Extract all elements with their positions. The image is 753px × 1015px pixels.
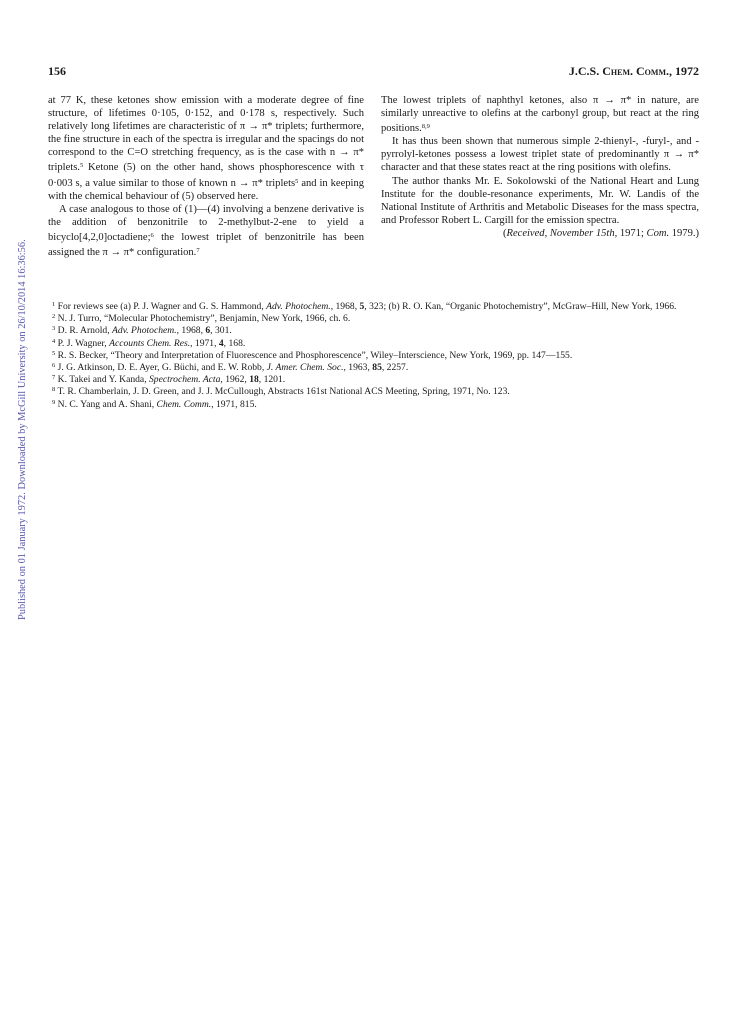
right-column: [381, 94, 699, 240]
left-p1-ref: 5: [79, 162, 84, 170]
journal-comm: Comm.,: [636, 64, 672, 78]
reference-text: D. R. Arnold,: [57, 325, 113, 337]
reference-pages: , 168.: [223, 337, 246, 349]
left-p1-text: at 77 K, these ketones show emission with a moderate degree of fine structure, of lifetimes 0·105, 0·152, and 0·178 s, respectively. Such relatively long lifetimes are characteristic of π → π* triplets; furthermore, the fine structure in each of the spectra is irregular and the spacings do not correspond to the C=O stretching frequency, as is the case with n → π* triplets.: [48, 95, 364, 174]
left-p2-text-b: and in keeping with the chemical behaviour of (5) observed here.: [48, 177, 365, 202]
right-paragraph-1: [381, 94, 699, 135]
page-header: [48, 64, 699, 80]
reference-year: , 1971,: [211, 398, 240, 410]
reference-year: , 1968,: [176, 325, 206, 337]
reference-number: 4: [52, 337, 56, 345]
reference-text: N. C. Yang and A. Shani,: [57, 398, 157, 410]
reference-item: [48, 300, 699, 312]
left-p3-text-a: A case analogous to those of (1)—(4) involving a benzene derivative is the addition of benzonitrile to 2-methylbut-2-ene to yield a bicyclo[4,2,0]octadiene;: [48, 203, 364, 243]
received-year: 1971;: [619, 227, 644, 239]
left-p3-ref-2: 7: [196, 247, 200, 255]
reference-volume: 6: [205, 325, 211, 337]
reference-journal: Accounts Chem. Res.: [109, 337, 191, 349]
reference-journal: Chem. Comm.: [156, 398, 212, 410]
reference-item: [48, 337, 699, 349]
reference-pages: , 301.: [210, 325, 232, 337]
received-com: Com.: [646, 227, 670, 239]
left-paragraph-2: [48, 203, 364, 259]
reference-item: [48, 349, 699, 361]
reference-item: [48, 385, 699, 397]
reference-number: 6: [52, 362, 56, 370]
left-p3-ref-1: 6: [150, 231, 154, 239]
page-number: 156: [48, 64, 66, 78]
side-note-text: Published on 01 January 1972. Downloaded by McGill University on 26/10/2014 16:36:56.: [17, 239, 28, 620]
received-date: November 15th,: [549, 227, 618, 239]
publication-side-note: [3, 200, 28, 620]
left-p2-text-a: Ketone (5) on the other hand, shows phosphorescence with τ 0·003 s, a value similar to those of known n → π* triplets: [48, 162, 364, 189]
journal-prefix: J.C.S.: [568, 64, 600, 78]
reference-pages: , 2257.: [381, 362, 409, 374]
reference-year: , 1971,: [190, 337, 219, 349]
reference-text: T. R. Chamberlain, J. D. Green, and J. J. McCullough, Abstracts 161st National ACS Meeting, Spring, 1971, No. 123.: [57, 386, 510, 398]
reference-item: [48, 312, 699, 324]
reference-year: , 1963,: [343, 362, 373, 374]
journal-title: [569, 64, 699, 79]
right-p1-ref: 8,9: [421, 123, 430, 131]
reference-number: 5: [52, 349, 56, 357]
left-p2-ref: 5: [295, 177, 299, 185]
reference-year: , 1968,: [330, 301, 360, 312]
reference-volume: 4: [218, 337, 224, 349]
reference-number: 1: [52, 301, 56, 308]
reference-number: 7: [52, 374, 56, 382]
received-num: 1979.: [671, 227, 696, 239]
right-paragraph-2: It has thus been shown that numerous simple 2-thienyl-, -furyl-, and -pyrrolyl-ketones possess a lowest triplet state of predominantly π → π* character and that these states react at the ring positions with olefins.: [381, 136, 699, 174]
reference-item: [48, 398, 699, 410]
received-line: (Received, November 15th, 1971; Com. 1979.): [503, 227, 699, 239]
reference-pages: 815.: [239, 398, 257, 410]
right-paragraph-3: The author thanks Mr. E. Sokolowski of the National Heart and Lung Institute for the double-resonance experiments, Mr. W. Landis of the National Institute of Arthritis and Metabolic Diseases for the mass spectra, and Professor Robert L. Cargill for the emission spectra.: [381, 175, 699, 226]
reference-item: [48, 361, 699, 373]
reference-number: 9: [52, 398, 56, 406]
reference-year: , 1962,: [220, 374, 250, 386]
journal-chem: Chem.: [602, 64, 633, 78]
reference-number: 3: [52, 325, 56, 333]
reference-text: K. Takei and Y. Kanda,: [57, 374, 149, 386]
reference-journal: Spectrochem. Acta: [149, 374, 221, 386]
reference-pages: , 323; (b) R. O. Kan, “Organic Photochemistry”, McGraw–Hill, New York, 1966.: [364, 301, 677, 312]
reference-number: 8: [52, 386, 56, 394]
reference-journal: J. Amer. Chem. Soc.: [266, 362, 344, 374]
reference-item: [48, 373, 699, 385]
journal-year: 1972: [675, 64, 699, 78]
reference-text: J. G. Atkinson, D. E. Ayer, G. Büchi, and E. W. Robb,: [57, 362, 267, 374]
reference-text: N. J. Turro, “Molecular Photochemistry”, Benjamin, New York, 1966, ch. 6.: [57, 313, 351, 325]
reference-volume: 18: [249, 374, 259, 386]
reference-text: P. J. Wagner,: [57, 337, 110, 349]
left-p3-text-b: the lowest triplet of benzonitrile has been assigned the π → π* configuration.: [48, 231, 364, 259]
references: [48, 300, 699, 410]
left-column: [48, 94, 364, 259]
reference-volume: 5: [359, 301, 365, 312]
reference-number: 2: [52, 313, 56, 321]
reference-journal: Adv. Photochem.: [266, 301, 331, 312]
received-label: Received,: [506, 227, 548, 239]
reference-pages: , 1201.: [258, 374, 286, 386]
reference-journal: Adv. Photochem.: [112, 325, 177, 337]
reference-text: R. S. Becker, “Theory and Interpretation of Fluorescence and Phosphorescence”, Wiley–Interscience, New York, 1969, pp. 147—155.: [57, 349, 573, 361]
right-p1-text: The lowest triplets of naphthyl ketones, also π → π* in nature, are similarly unreactive to olefins at the carbonyl group, but react at the ring positions.: [381, 95, 699, 135]
left-paragraph-1: [48, 94, 364, 203]
reference-volume: 85: [372, 362, 382, 374]
reference-text: For reviews see (a) P. J. Wagner and G. S. Hammond,: [57, 301, 267, 312]
reference-item: [48, 324, 699, 336]
